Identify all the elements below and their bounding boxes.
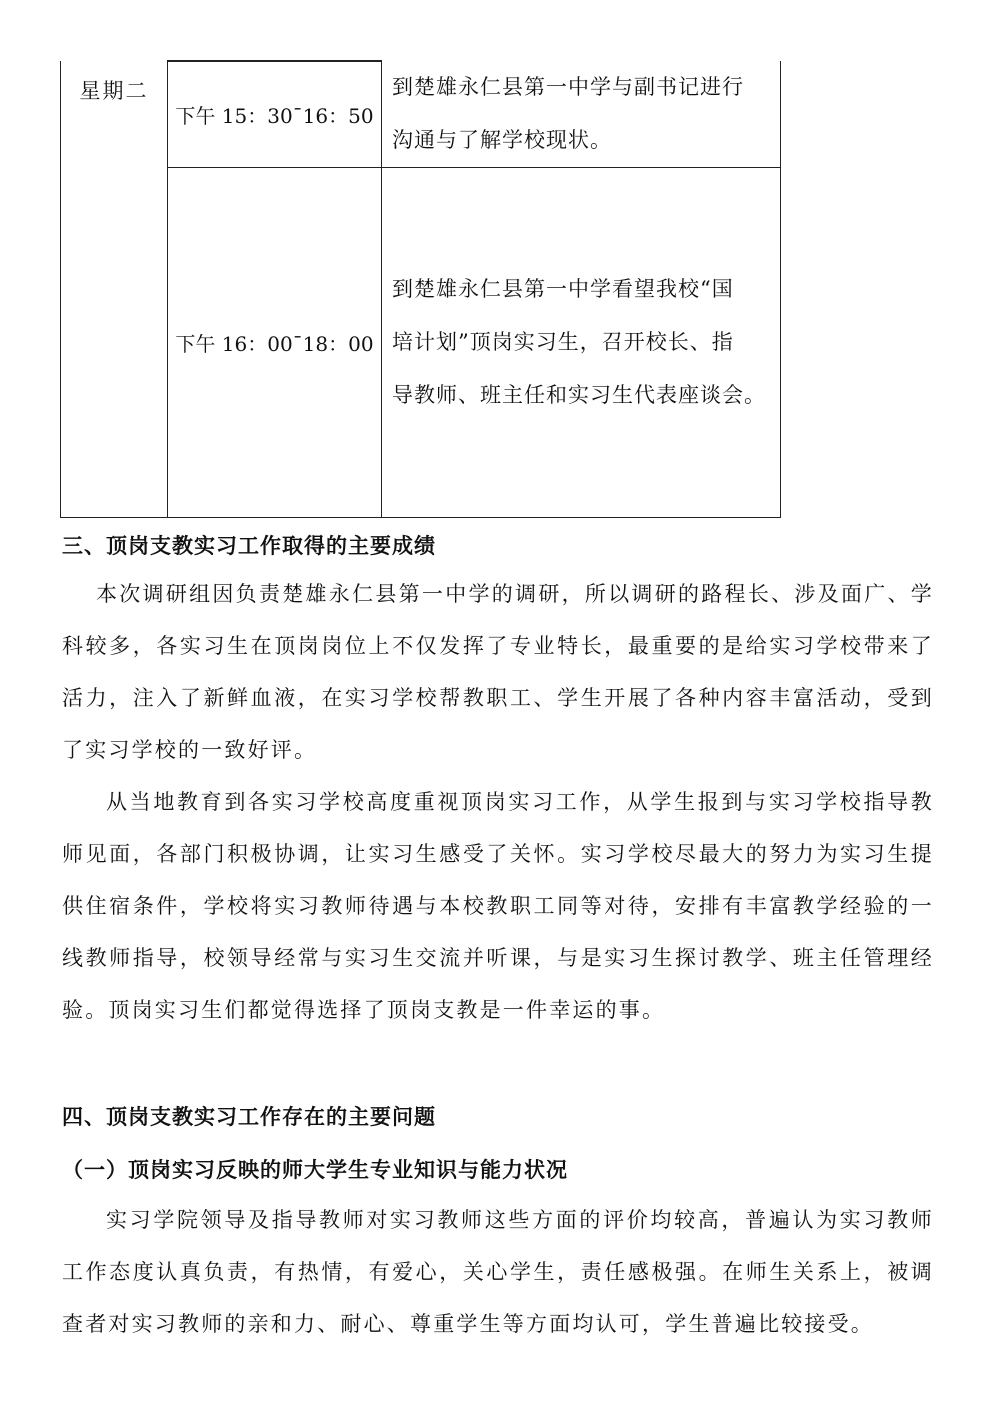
- description-cell: [382, 168, 781, 518]
- description-cell: [382, 61, 781, 168]
- day-cell: 星期二: [61, 61, 168, 518]
- paragraph: [62, 776, 934, 1036]
- section-heading: 三、顶岗支教实习工作取得的主要成绩: [62, 534, 436, 558]
- description-line: 培计划”顶岗实习生，召开校长、指: [392, 330, 734, 354]
- paragraph-line: 查者对实习教师的亲和力、耐心、尊重学生等方面均认可，学生普遍比较接受。: [62, 1312, 874, 1336]
- paragraph-line: 验。顶岗实习生们都觉得选择了顶岗支教是一件幸运的事。: [62, 998, 666, 1022]
- paragraph-line: 了实习学校的一致好评。: [62, 738, 318, 762]
- subsection-heading: （一）顶岗实习反映的师大学生专业知识与能力状况: [62, 1158, 568, 1182]
- description-line: 沟通与了解学校现状。: [392, 128, 612, 152]
- paragraph-line: 工作态度认真负责，有热情，有爱心，关心学生，责任感极强。在师生关系上，被调: [62, 1260, 934, 1284]
- paragraph-line: 师见面，各部门积极协调，让实习生感受了关怀。实习学校尽最大的努力为实习生提: [62, 842, 934, 866]
- paragraph-line: 线教师指导，校领导经常与实习生交流并听课，与是实习生探讨教学、班主任管理经: [62, 946, 934, 970]
- paragraph-line: 科较多，各实习生在顶岗岗位上不仅发挥了专业特长，最重要的是给实习学校带来了: [62, 634, 934, 658]
- time-cell: 下午 16：00¯18：00: [168, 168, 382, 518]
- paragraph-line: 从当地教育到各实习学校高度重视顶岗实习工作，从学生报到与实习学校指导教: [106, 790, 934, 814]
- paragraph-line: 供住宿条件，学校将实习教师待遇与本校教职工同等对待，安排有丰富教学经验的一: [62, 894, 934, 918]
- description-line: 到楚雄永仁县第一中学与副书记进行: [392, 75, 744, 99]
- paragraph: [62, 1194, 934, 1350]
- schedule-table: [60, 60, 781, 518]
- time-cell: 下午 15：30¯16：50: [168, 61, 382, 168]
- description-line: 导教师、班主任和实习生代表座谈会。: [392, 383, 766, 407]
- table-row: [61, 61, 781, 168]
- section-heading: 四、顶岗支教实习工作存在的主要问题: [62, 1105, 436, 1129]
- paragraph-line: 实习学院领导及指导教师对实习教师这些方面的评价均较高，普遍认为实习教师: [106, 1208, 934, 1232]
- paragraph-line: 本次调研组因负责楚雄永仁县第一中学的调研，所以调研的路程长、涉及面广、学: [96, 582, 934, 606]
- table-row: [61, 168, 781, 518]
- paragraph: [62, 568, 934, 776]
- paragraph-line: 活力，注入了新鲜血液，在实习学校帮教职工、学生开展了各种内容丰富活动，受到: [62, 686, 934, 710]
- description-line: 到楚雄永仁县第一中学看望我校“国: [392, 277, 734, 301]
